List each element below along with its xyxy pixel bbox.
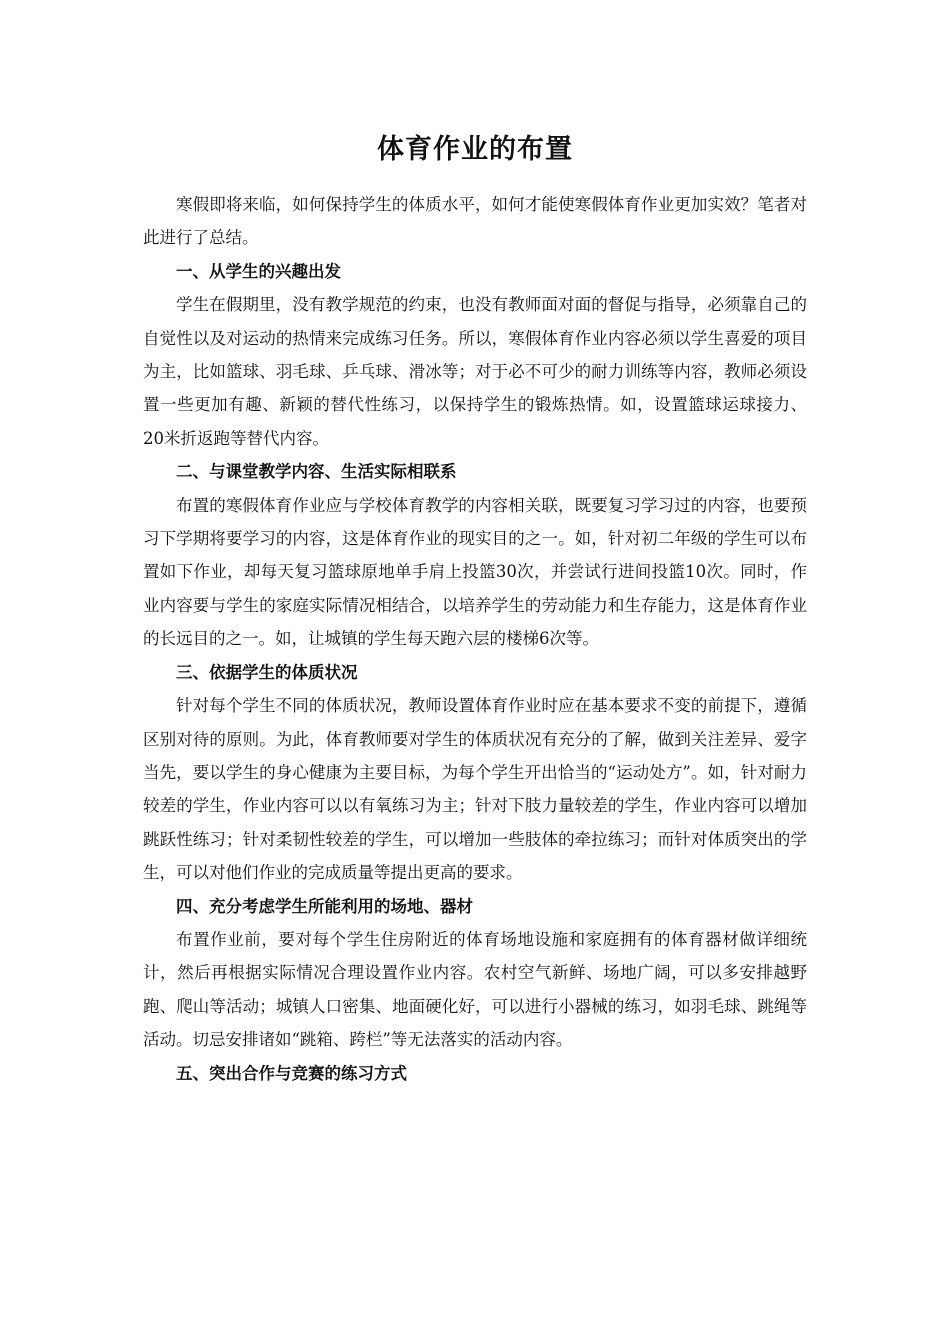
section-heading-4: 四、充分考虑学生所能利用的场地、器材	[176, 896, 473, 916]
section-paragraph-1: 学生在假期里，没有教学规范的约束，也没有教师面对面的督促与指导，必须靠自己的自觉性以及对运动的热情来完成练习任务。所以，寒假体育作业内容必须以学生喜爱的项目为主，比如篮球、羽毛球、乒乓球、滑冰等；对于必不可少的耐力训练等内容，教师必须设置一些更加有趣、新颖的替代性练习，以保持学生的锻炼热情。如，设置篮球运球接力、20米折返跑等替代内容。	[143, 295, 807, 448]
section-paragraph-3: 针对每个学生不同的体质状况，教师设置体育作业时应在基本要求不变的前提下，遵循区别对待的原则。为此，体育教师要对学生的体质状况有充分的了解，做到关注差异、爱字当先，要以学生的身心健康为主要目标，为每个学生开出恰当的“运动处方”。如，针对耐力较差的学生，作业内容可以以有氧练习为主；针对下肢力量较差的学生，作业内容可以增加跳跃性练习；针对柔韧性较差的学生，可以增加一些肢体的牵拉练习；而针对体质突出的学生，可以对他们作业的完成质量等提出更高的要求。	[143, 696, 807, 883]
section-heading-1: 一、从学生的兴趣出发	[176, 261, 341, 281]
section-heading-3: 三、依据学生的体质状况	[176, 662, 358, 682]
section-paragraph-2: 布置的寒假体育作业应与学校体育教学的内容相关联，既要复习学习过的内容，也要预习下学期将要学习的内容，这是体育作业的现实目的之一。如，针对初二年级的学生可以布置如下作业，却每天复习篮球原地单手肩上投篮30次，并尝试行进间投篮10次。同时，作业内容要与学生的家庭实际情况相结合，以培养学生的劳动能力和生存能力，这是体育作业的长远目的之一。如，让城镇的学生每天跑六层的楼梯6次等。	[143, 495, 807, 649]
section-heading-5: 五、突出合作与竞赛的练习方式	[176, 1063, 407, 1083]
section-paragraph-4: 布置作业前，要对每个学生住房附近的体育场地设施和家庭拥有的体育器材做详细统计，然后再根据实际情况合理设置作业内容。农村空气新鲜、场地广阔，可以多安排越野跑、爬山等活动；城镇人口密集、地面硬化好，可以进行小器械的练习，如羽毛球、跳绳等活动。切忌安排诸如“跳箱、跨栏”等无法落实的活动内容。	[143, 929, 807, 1050]
document-body	[143, 188, 807, 1090]
section-heading-2: 二、与课堂教学内容、生活实际相联系	[176, 462, 457, 482]
document-title: 体育作业的布置	[377, 134, 573, 165]
intro-paragraph: 寒假即将来临，如何保持学生的体质水平，如何才能使寒假体育作业更加实效？笔者对此进行了总结。	[143, 195, 807, 248]
